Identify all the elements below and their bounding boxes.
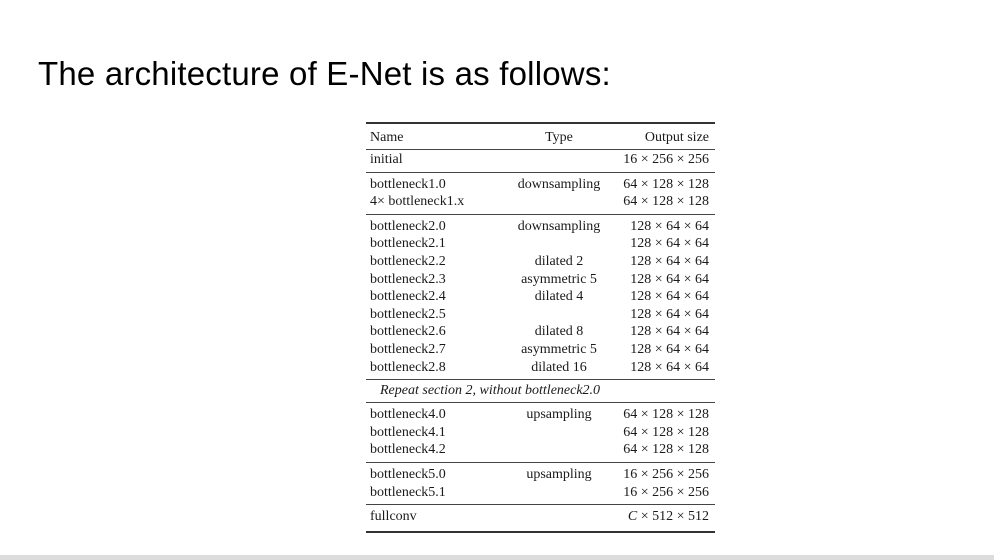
header-output-size: Output size	[644, 130, 709, 145]
cell-output-size: C × 512 × 512	[627, 509, 709, 525]
table-section	[366, 215, 715, 379]
bottom-bar	[0, 555, 994, 560]
cell-output-size: 128 × 64 × 64	[630, 359, 709, 375]
table-sections-after-note	[366, 403, 715, 529]
table-section	[366, 403, 715, 462]
cell-output-size: 64 × 128 × 128	[623, 176, 709, 192]
table-row	[366, 235, 715, 253]
slide-title: The architecture of E-Net is as follows:	[38, 55, 611, 92]
cell-type: asymmetric 5	[521, 271, 597, 287]
table-row	[366, 508, 715, 526]
cell-name: bottleneck2.3	[370, 271, 446, 287]
cell-name: bottleneck4.1	[370, 424, 446, 440]
cell-output-size: 128 × 64 × 64	[630, 324, 709, 340]
cell-type: upsampling	[526, 466, 592, 482]
table-row	[366, 253, 715, 271]
table-row	[366, 288, 715, 306]
cell-name: bottleneck1.0	[370, 176, 446, 192]
table-row	[366, 271, 715, 289]
table-section	[366, 173, 715, 214]
cell-type	[503, 484, 615, 502]
table-section	[366, 463, 715, 504]
cell-name: bottleneck2.6	[370, 324, 446, 340]
cell-type: dilated 4	[534, 289, 584, 305]
cell-type: asymmetric 5	[521, 341, 597, 357]
cell-output-size: 16 × 256 × 256	[623, 484, 709, 500]
cell-output-size: 128 × 64 × 64	[630, 236, 709, 252]
cell-name: bottleneck2.5	[370, 306, 446, 322]
table-row	[366, 306, 715, 324]
cell-name: bottleneck2.1	[370, 236, 446, 252]
cell-name: bottleneck4.0	[370, 407, 446, 423]
cell-name: bottleneck2.0	[370, 218, 446, 234]
table-bottom-rule	[366, 531, 715, 533]
cell-output-size: 64 × 128 × 128	[623, 194, 709, 210]
cell-type	[503, 193, 615, 211]
cell-type	[503, 235, 615, 253]
cell-type: dilated 16	[531, 359, 587, 375]
cell-output-size: 16 × 256 × 256	[623, 466, 709, 482]
cell-name: bottleneck4.2	[370, 442, 446, 458]
cell-output-size: 128 × 64 × 64	[630, 271, 709, 287]
cell-name: initial	[370, 152, 403, 167]
cell-type	[503, 151, 615, 169]
table-sections-before-note	[366, 150, 715, 380]
cell-name: bottleneck2.8	[370, 359, 446, 375]
cell-name: bottleneck2.2	[370, 253, 446, 269]
table-row	[366, 466, 715, 484]
header-name: Name	[370, 130, 404, 145]
table-row	[366, 218, 715, 236]
table-header-row	[366, 127, 715, 149]
cell-name: bottleneck5.0	[370, 466, 446, 482]
cell-output-size: 128 × 64 × 64	[630, 218, 709, 234]
cell-output-size: 64 × 128 × 128	[623, 407, 709, 423]
cell-output-size: 64 × 128 × 128	[623, 424, 709, 440]
table-row	[366, 441, 715, 459]
cell-output-size: 128 × 64 × 64	[630, 253, 709, 269]
cell-type	[503, 424, 615, 442]
table-row	[366, 341, 715, 359]
table-row	[366, 323, 715, 341]
cell-output-size: 16 × 256 × 256	[623, 152, 709, 167]
table-top-rule	[366, 122, 715, 124]
cell-name: 4× bottleneck1.x	[370, 194, 465, 210]
header-type: Type	[545, 130, 573, 145]
table-row	[366, 406, 715, 424]
architecture-table	[366, 122, 715, 533]
table-row	[366, 176, 715, 194]
cell-type: upsampling	[526, 407, 592, 423]
table-row	[366, 484, 715, 502]
cell-name: bottleneck2.7	[370, 341, 446, 357]
cell-type	[503, 306, 615, 324]
cell-type: dilated 8	[534, 324, 584, 340]
cell-type	[503, 441, 615, 459]
cell-output-size: 64 × 128 × 128	[623, 442, 709, 458]
cell-name: fullconv	[370, 509, 417, 525]
cell-output-size: 128 × 64 × 64	[630, 289, 709, 305]
cell-type	[503, 508, 615, 526]
table-row	[366, 424, 715, 442]
cell-type: downsampling	[517, 176, 601, 192]
repeat-note: Repeat section 2, without bottleneck2.0	[380, 383, 601, 399]
table-section	[366, 150, 715, 172]
table-row	[366, 151, 715, 169]
table-row	[366, 193, 715, 211]
cell-name: bottleneck2.4	[370, 289, 446, 305]
table-row	[366, 359, 715, 377]
cell-output-size: 128 × 64 × 64	[630, 306, 709, 322]
cell-type: dilated 2	[534, 253, 584, 269]
cell-type: downsampling	[517, 218, 601, 234]
cell-name: bottleneck5.1	[370, 484, 446, 500]
cell-output-size: 128 × 64 × 64	[630, 341, 709, 357]
table-section	[366, 505, 715, 529]
